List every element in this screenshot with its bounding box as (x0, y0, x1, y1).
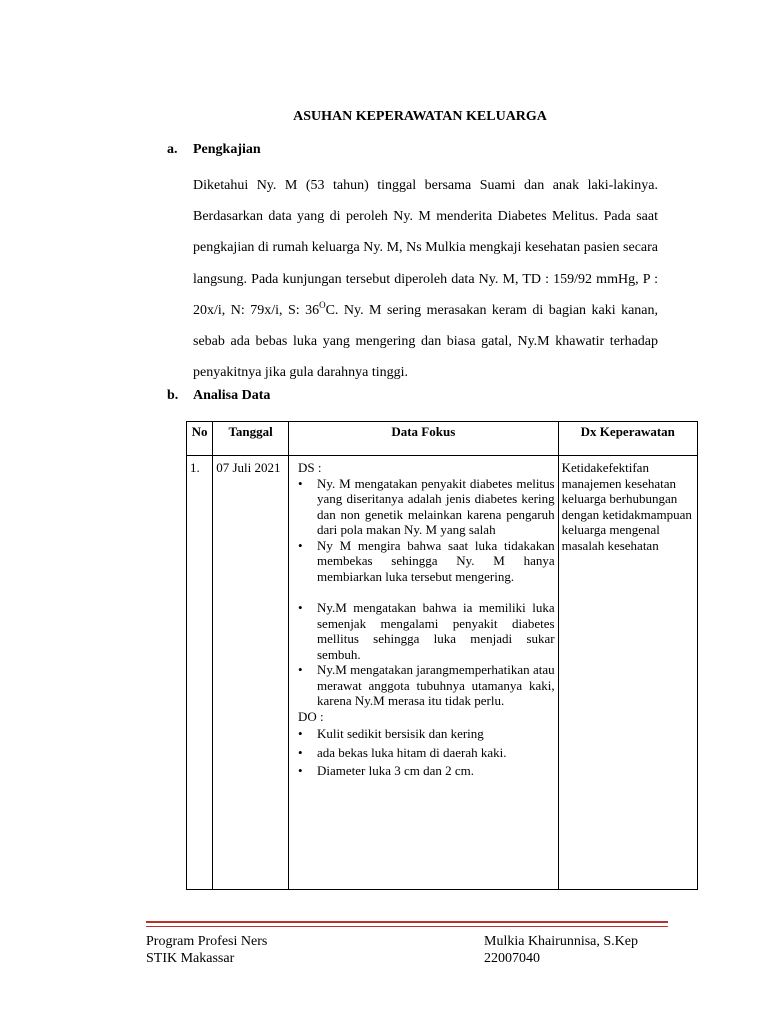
header-data-fokus: Data Fokus (288, 422, 558, 456)
ds-item: • Ny M mengira bahwa saat luka tidakakan membekas sehingga Ny. M hanya membiarkan luka tersebut mengering. (292, 538, 555, 585)
header-no: No (187, 422, 213, 456)
header-tanggal: Tanggal (213, 422, 289, 456)
degree-superscript: O (319, 299, 326, 310)
ds-item: • Ny.M mengatakan bahwa ia memiliki luka semenjak mengalami penyakit diabetes mellitus sehingga luka menjadi sukar sembuh. (292, 600, 555, 662)
table-row (187, 456, 698, 890)
do-item: • Kulit sedikit bersisik dan kering (292, 726, 555, 742)
paragraph-line-7: penyakitnya jika gula darahnya tinggi. (193, 365, 408, 381)
cell-tanggal: 07 Juli 2021 (213, 456, 289, 890)
section-a-heading (167, 142, 261, 158)
do-item: • ada bekas luka hitam di daerah kaki. (292, 745, 555, 761)
footer-institution: STIK Makassar (146, 951, 235, 966)
paragraph-line-5 (193, 295, 658, 326)
footer-left (146, 933, 267, 967)
document-title: ASUHAN KEPERAWATAN KELUARGA (293, 109, 547, 124)
assessment-paragraph (193, 170, 658, 388)
footer-author: Mulkia Khairunnisa, S.Kep (484, 934, 638, 949)
footer-rule-thin (146, 926, 668, 927)
do-label: DO : (297, 708, 324, 724)
section-a-number: a. (167, 142, 178, 157)
section-b-number: b. (167, 388, 179, 403)
paragraph-line-3: pengkajian di rumah keluarga Ny. M, Ns Mulkia mengkaji kesehatan pasien secara (193, 240, 658, 256)
ds-label: DS : (297, 460, 322, 475)
table-header-row (187, 422, 698, 456)
cell-no: 1. (187, 456, 213, 890)
analysis-table (186, 421, 698, 890)
ds-list (292, 476, 555, 709)
paragraph-line-1: Diketahui Ny. M (53 tahun) tinggal bersama Suami dan anak laki-lakinya. (193, 178, 658, 193)
footer-program: Program Profesi Ners (146, 934, 268, 949)
section-b-heading (167, 388, 270, 404)
cell-dx-keperawatan: Ketidakefektifan manajemen kesehatan keluarga berhubungan dengan ketidakmampuan keluarga mengenal masalah kesehatan (558, 456, 697, 890)
paragraph-line-5-end: C. Ny. M sering merasakan keram di bagian kaki kanan, (325, 302, 658, 318)
footer-student-id: 22007040 (484, 951, 540, 966)
section-a-label: Pengkajian (193, 142, 261, 157)
paragraph-line-2: Berdasarkan data yang di peroleh Ny. M menderita Diabetes Melitus. Pada saat (193, 209, 658, 225)
do-list (292, 726, 555, 779)
header-dx-keperawatan: Dx Keperawatan (558, 422, 697, 456)
do-item: • Diameter luka 3 cm dan 2 cm. (292, 763, 555, 779)
section-b-label: Analisa Data (193, 388, 271, 403)
ds-item: • Ny. M mengatakan penyakit diabetes melitus yang diseritanya adalah jenis diabetes kering dan non genetik melainkan karena pengaruh dari pola makan Ny. M yang salah (292, 476, 555, 538)
footer-rule-thick (146, 921, 668, 923)
ds-item: • Ny.M mengatakan jarangmemperhatikan atau merawat anggota tubuhnya utamanya kaki, karena Ny.M merasa itu tidak perlu. (292, 662, 555, 709)
paragraph-line-6: sebab ada bebas luka yang mengering dan biasa gatal, Ny.M khawatir terhadap (193, 333, 658, 349)
cell-data-fokus (288, 456, 558, 890)
footer-right (484, 933, 638, 967)
paragraph-line-4: langsung. Pada kunjungan tersebut diperoleh data Ny. M, TD : 159/92 mmHg, P : (193, 271, 658, 287)
paragraph-line-5-start: 20x/i, N: 79x/i, S: 36 (193, 302, 320, 318)
